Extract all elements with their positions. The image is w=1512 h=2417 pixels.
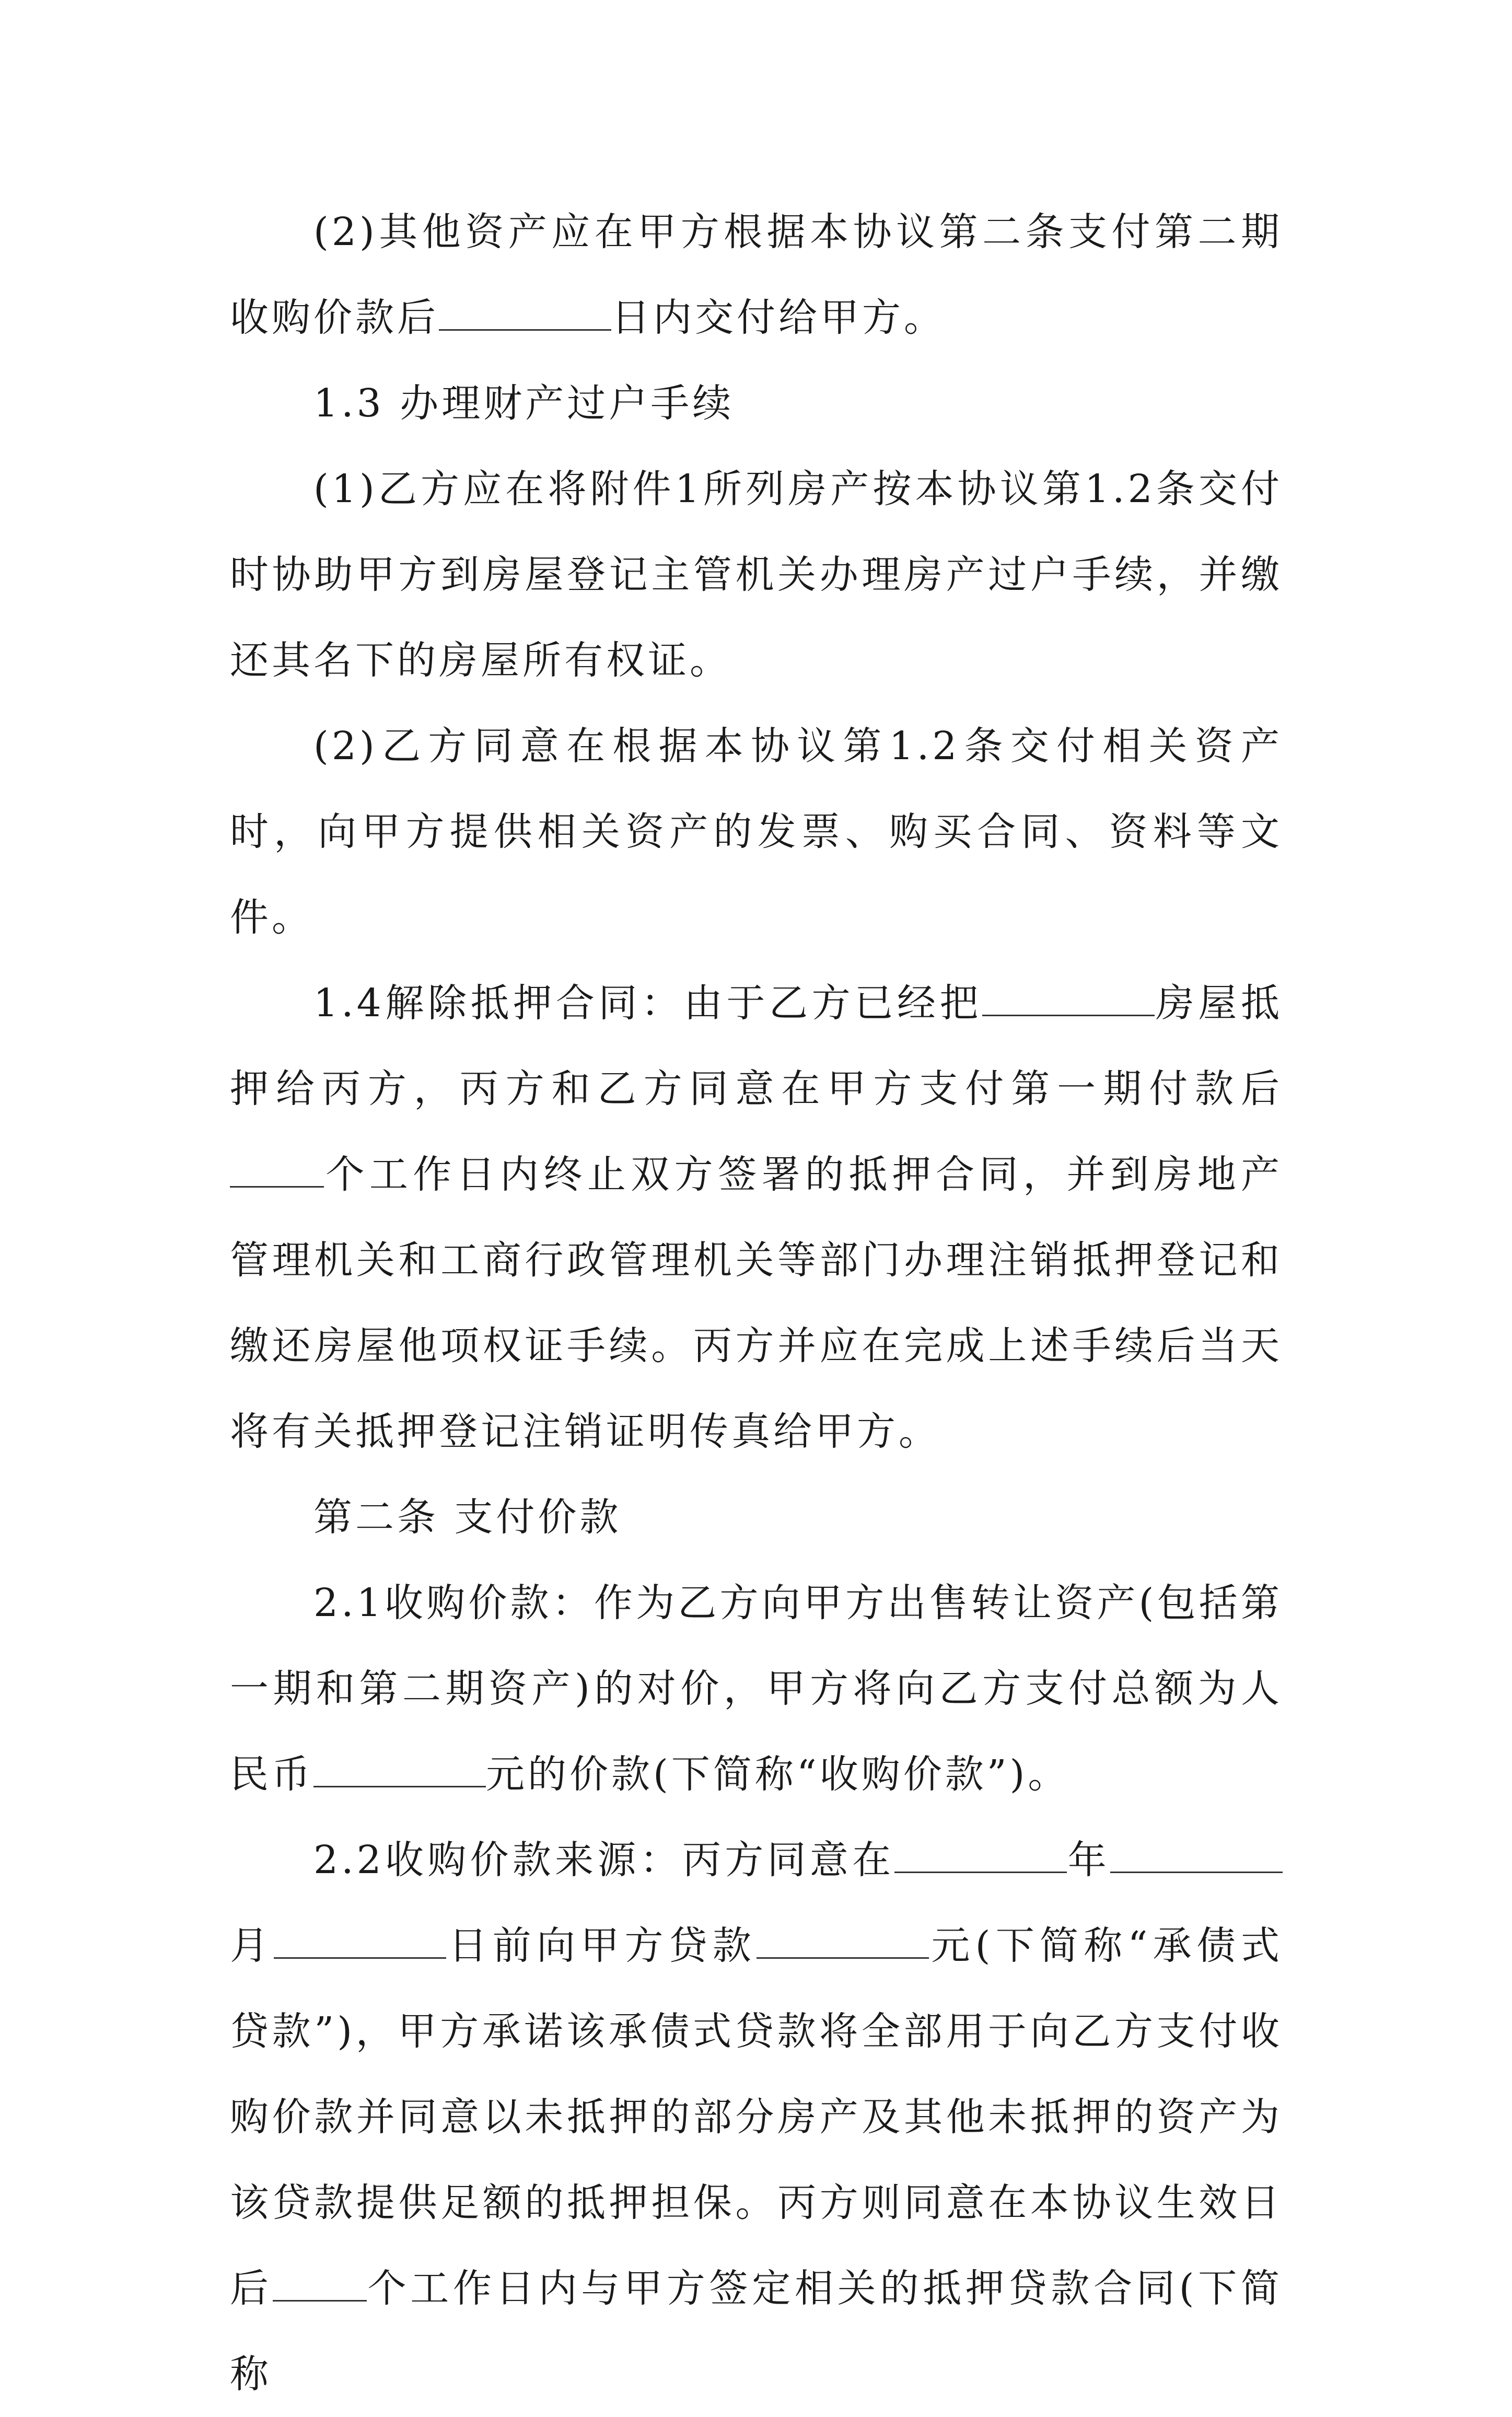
text-segment: 房屋抵押给丙方，丙方和乙方同意在甲方支付第一期付款后 [230,981,1283,1111]
paragraph-property-transfer: (1)乙方应在将附件1所列房产按本协议第1.2条交付时协助甲方到房屋登记主管机关办理房产过户手续，并缴还其名下的房屋所有权证。 [230,467,1283,683]
text-segment: 个工作日内与甲方签定相关的抵押贷款合同(下简称 [230,2266,1283,2397]
fill-blank [757,1924,929,1959]
document-body [230,189,1283,2417]
fill-blank [274,1924,446,1959]
fill-blank [313,1752,486,1787]
fill-blank [894,1838,1067,1873]
article-heading-2: 第二条 支付价款 [313,1495,622,1540]
paragraph-price-source [230,1817,1283,2417]
text-segment: 日内交付给甲方。 [611,295,946,340]
text-segment: 2.1收购价款：作为乙方向甲方出售转让资产(包括第一期和第二期资产)的对价，甲方将向乙方支付总额为人民币 [230,1581,1283,1797]
paragraph-other-assets [230,189,1283,361]
fill-blank [273,2267,367,2302]
fill-blank [982,981,1155,1016]
paragraph-purchase-price [230,1560,1283,1817]
section-heading-1-3: 1.3 办理财产过户手续 [313,381,735,426]
text-segment: 元的价款(下简称“收购价款”)。 [486,1752,1070,1797]
fill-blank [439,296,611,331]
text-segment: (2)其他资产应在甲方根据本协议第二条支付第二期收购价款后 [230,210,1283,340]
text-segment: 元(下简称“承债式贷款”)，甲方承诺该承债式贷款将全部用于向乙方支付收购价款并同意以未抵押的部分房产及其他未抵押的资产为该贷款提供足额的抵押担保。丙方则同意在本协议生效日后 [230,1923,1283,2311]
text-segment: 日前向甲方贷款 [446,1923,757,1968]
text-segment: 个工作日内终止双方签署的抵押合同，并到房地产管理机关和工商行政管理机关等部门办理注销抵押登记和缴还房屋他项权证手续。丙方并应在完成上述手续后当天将有关抵押登记注销证明传真给甲方。 [230,1152,1283,1454]
text-segment: 1.4解除抵押合同：由于乙方已经把 [313,981,983,1026]
text-segment: 月 [230,1923,274,1968]
text-segment: 2.2收购价款来源：丙方同意在 [313,1838,895,1883]
fill-blank [230,1153,324,1188]
paragraph-documents: (2)乙方同意在根据本协议第1.2条交付相关资产时，向甲方提供相关资产的发票、购买合同、资料等文件。 [230,724,1283,940]
fill-blank [1110,1838,1283,1873]
text-segment: 年 [1067,1838,1110,1883]
paragraph-mortgage-release [230,960,1283,1474]
